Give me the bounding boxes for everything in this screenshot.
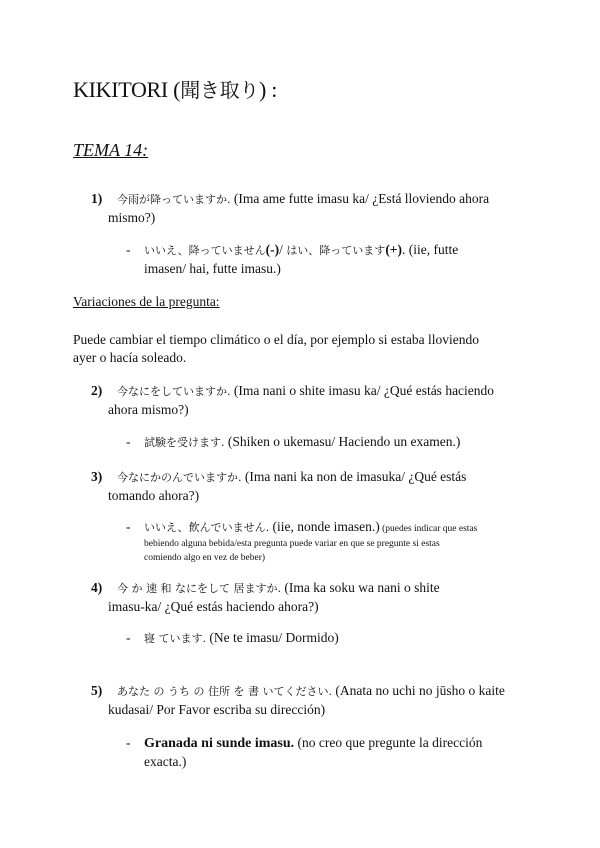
question-text-cont: kudasai/ Por Favor escriba su dirección)	[108, 702, 326, 717]
variations-heading: Variaciones de la pregunta:	[73, 294, 220, 309]
answer-note: (puedes indicar que estas	[379, 524, 478, 534]
answer-text-cont: exacta.)	[144, 754, 187, 769]
question-number: 1)	[91, 191, 103, 206]
answer-note-cont-2: comiendo algo en vez de beber)	[144, 553, 266, 563]
question-number: 5)	[91, 683, 103, 698]
question-1	[91, 190, 531, 227]
paragraph-line-2: ayer o hacía soleado.	[73, 350, 187, 365]
question-japanese: 今なにかのんでいますか.	[117, 471, 242, 484]
question-text: (Anata no uchi no jūsho o kaite	[331, 683, 505, 698]
bullet: -	[126, 519, 131, 534]
answer-japanese: いいえ、飲んでいません.	[144, 521, 270, 534]
title-end: ) :	[259, 77, 278, 102]
variations-paragraph	[73, 331, 533, 367]
title-latin: KIKITORI (	[73, 77, 181, 102]
paragraph-line-1: Puede cambiar el tiempo climático o el día, por ejemplo si estaba lloviendo	[73, 332, 480, 347]
question-text: (Ima ame futte imasu ka/ ¿Está lloviendo ahora	[230, 191, 490, 206]
question-2	[91, 382, 531, 419]
answer-japanese: 寝 ています.	[144, 632, 206, 645]
question-japanese: 今 か 速 和 なにをして 居ますか.	[117, 582, 281, 595]
answer-5	[126, 734, 536, 771]
bullet: -	[126, 630, 131, 645]
answer-japanese: 試験を受けます.	[144, 436, 225, 449]
question-japanese: 今なにをしていますか.	[117, 385, 231, 398]
answer-text: (Ne te imasu/ Dormido)	[206, 630, 339, 645]
question-text-cont: mismo?)	[108, 210, 156, 225]
question-text-cont: imasu-ka/ ¿Qué estás haciendo ahora?)	[108, 599, 319, 614]
answer-negative-mark: (-)	[265, 242, 280, 257]
question-text-cont: ahora mismo?)	[108, 402, 189, 417]
bullet: -	[126, 735, 131, 750]
answer-4	[126, 629, 536, 648]
answer-3	[126, 518, 536, 565]
bullet: -	[126, 434, 131, 449]
answer-japanese: いいえ、降っていません	[144, 244, 266, 257]
answer-bold: Granada ni sunde imasu.	[144, 736, 295, 751]
answer-japanese-2: はい、降っています	[286, 244, 386, 257]
answer-note-cont: bebiendo alguna bebida/esta pregunta puede variar en que se pregunte si estas	[144, 539, 440, 549]
question-japanese: あなた の うち の 住所 を 書 いてください.	[117, 685, 332, 698]
question-number: 4)	[91, 580, 103, 595]
bullet: -	[126, 242, 131, 257]
title-japanese: 聞き取り	[180, 78, 259, 102]
page-title	[73, 74, 277, 103]
question-number: 2)	[91, 383, 103, 398]
question-japanese: 今雨が降っていますか.	[117, 193, 231, 206]
answer-text: . (iie, futte	[402, 242, 459, 257]
question-text: (Ima nani ka non de imasuka/ ¿Qué estás	[241, 469, 467, 484]
question-text-cont: tomando ahora?)	[108, 488, 200, 503]
answer-positive-mark: (+)	[385, 242, 402, 257]
section-subtitle: TEMA 14:	[73, 140, 149, 160]
question-4	[91, 579, 531, 616]
answer-text: (no creo que pregunte la dirección	[294, 735, 483, 750]
question-3	[91, 468, 531, 505]
answer-text: (Shiken o ukemasu/ Haciendo un examen.)	[224, 434, 461, 449]
answer-text-cont: imasen/ hai, futte imasu.)	[144, 261, 281, 276]
question-number: 3)	[91, 469, 103, 484]
question-5	[91, 682, 541, 719]
question-text: (Ima ka soku wa nani o shite	[280, 580, 440, 595]
answer-1	[126, 241, 536, 278]
answer-text: (iie, nonde imasen.)	[269, 519, 380, 534]
question-text: (Ima nani o shite imasu ka/ ¿Qué estás haciendo	[230, 383, 495, 398]
answer-2	[126, 433, 536, 452]
answer-separator: /	[279, 242, 287, 257]
